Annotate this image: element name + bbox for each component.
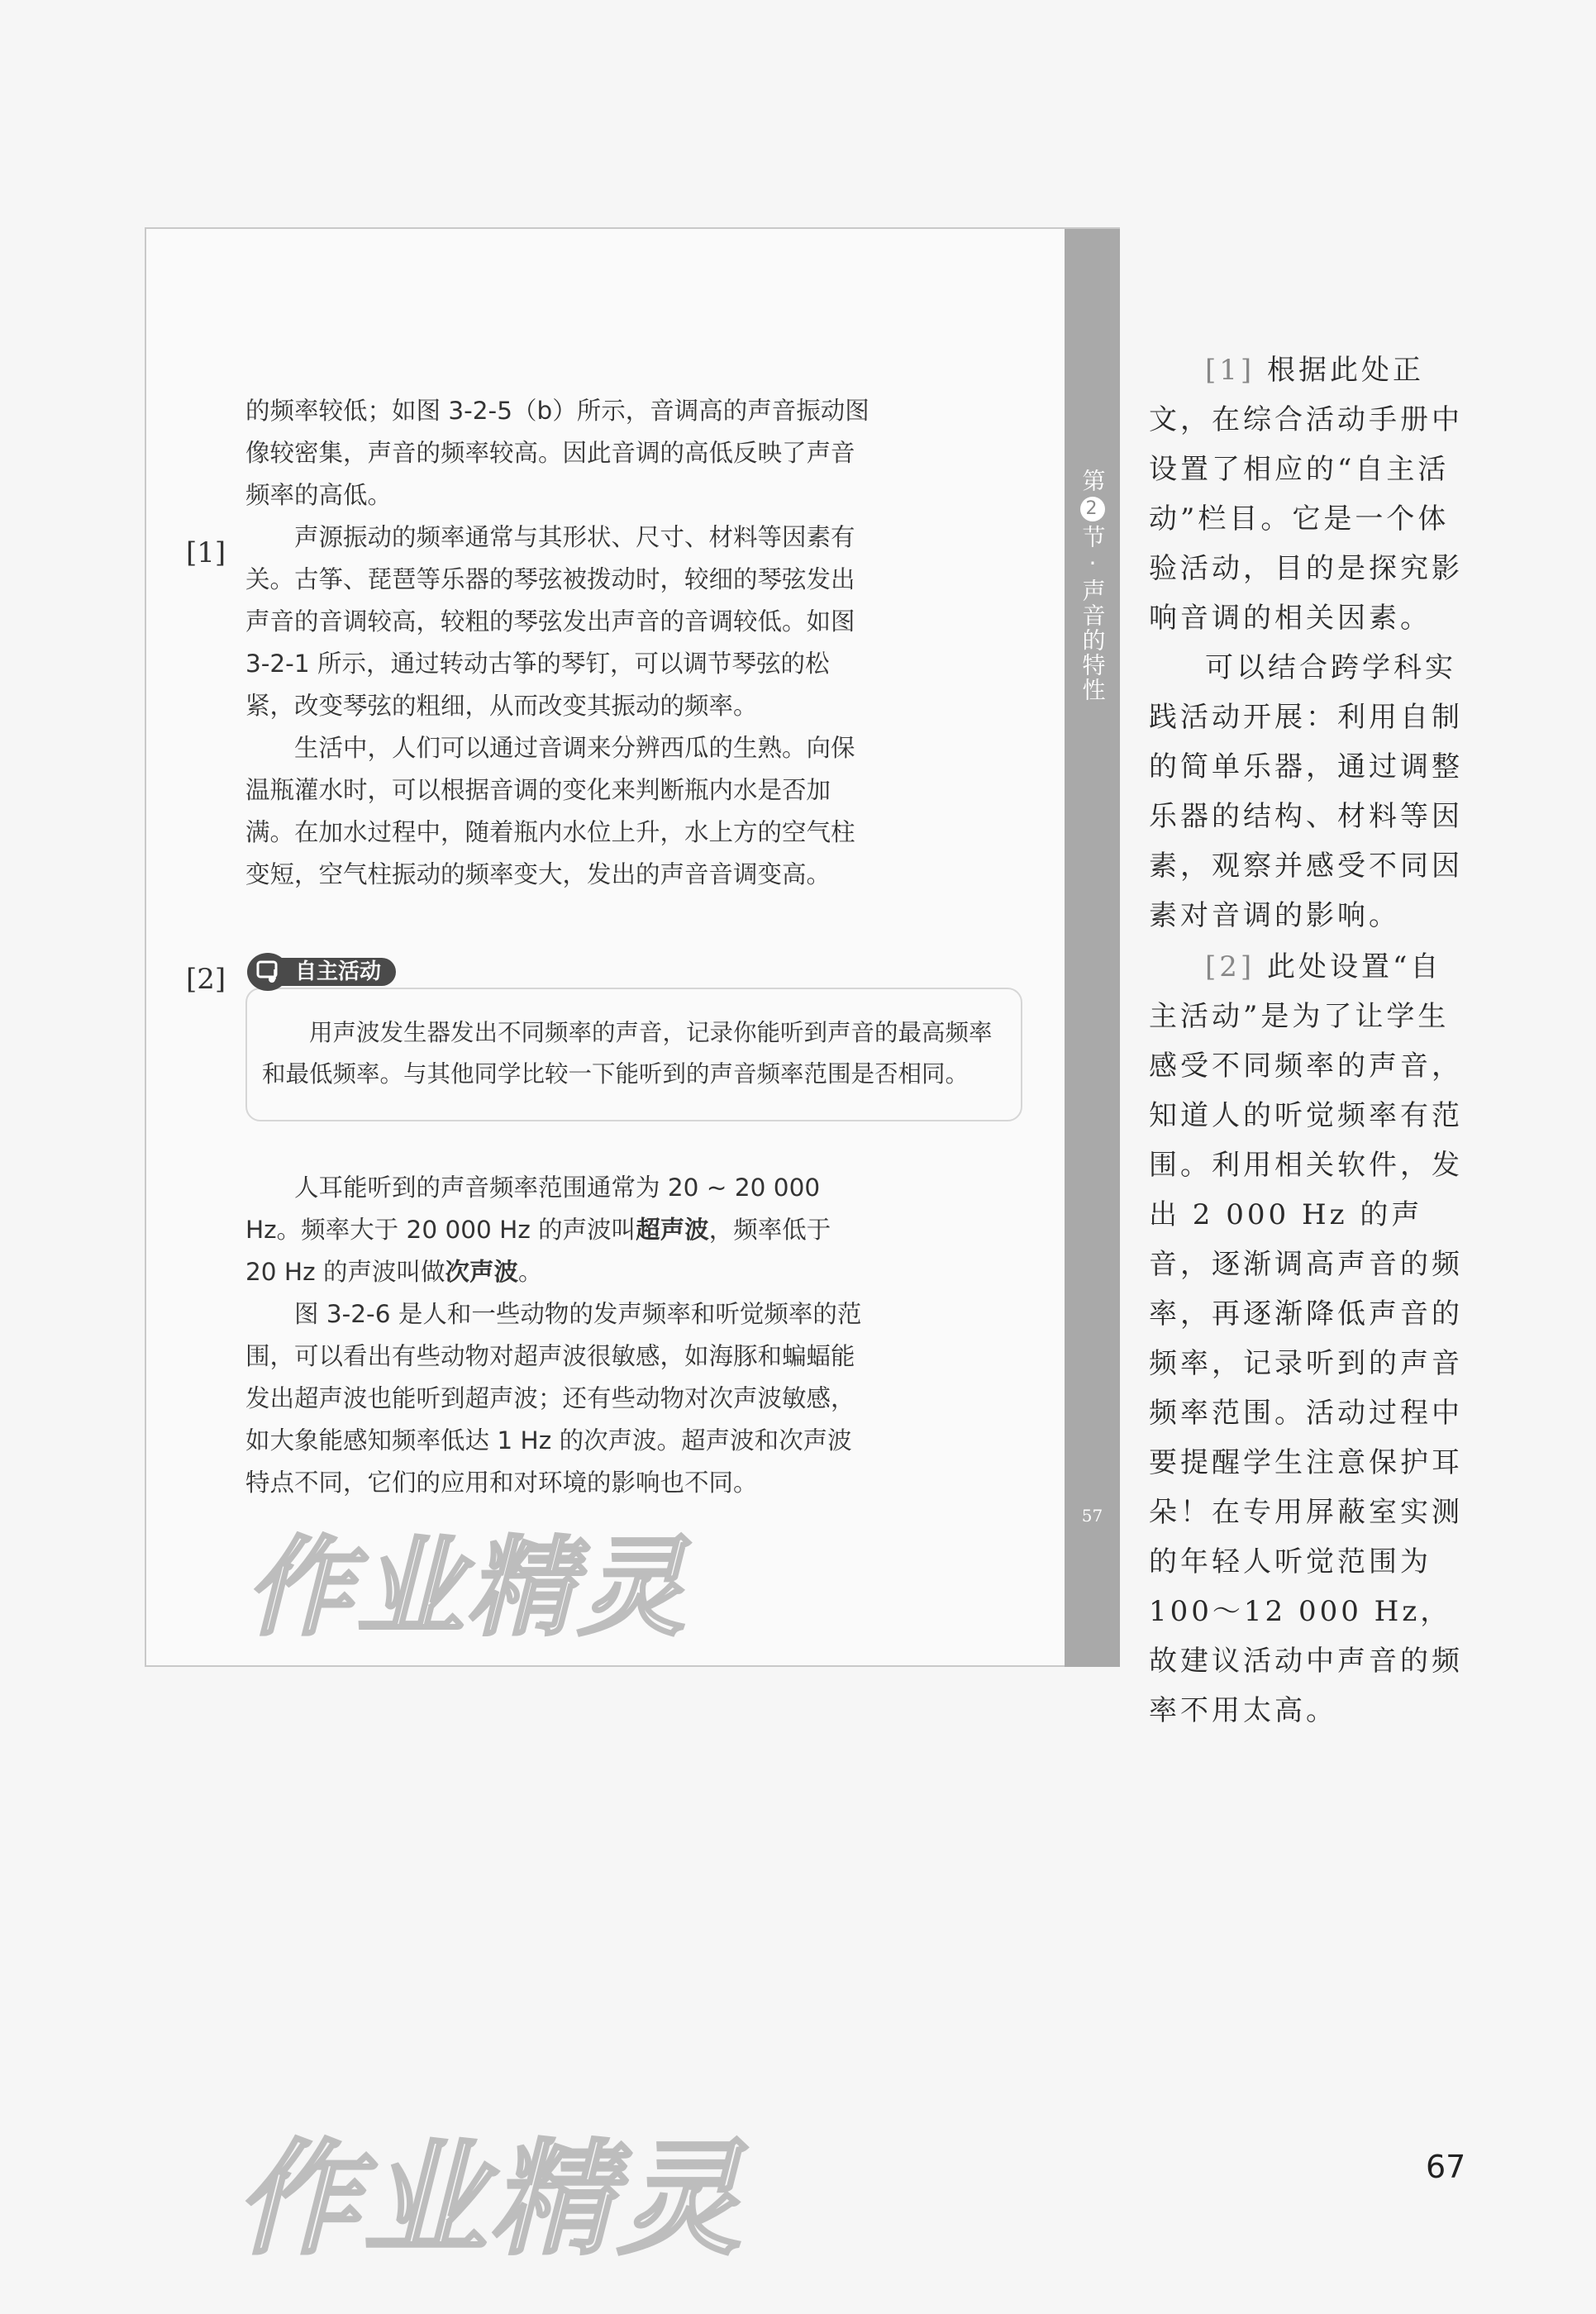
activity-music-icon (247, 953, 288, 991)
paragraph-1: 的频率较低；如图 3-2-5（b）所示，音调高的声音振动图像较密集，声音的频率较高。因此音调的高低反映了声音频率的高低。 (245, 397, 869, 509)
term-ultrasound: 超声波 (636, 1216, 709, 1244)
chapter-side-tab (1065, 229, 1120, 1667)
chapter-title (1065, 469, 1120, 702)
paragraph-5: 图 3-2-6 是人和一些动物的发声频率和听觉频率的范围，可以看出有些动物对超声波很敏感，如海豚和蝙蝠能发出超声波也能听到超声波；还有些动物对次声波敏感，如大象能感知频率低达 1 Hz 的次声波。超声波和次声波特点不同，它们的应用和对环境的影响也不同。 (245, 1300, 862, 1497)
watermark-inner: 作业精灵 (245, 1525, 689, 1650)
chapter-prefix: 第 (1079, 469, 1107, 493)
note-2-text: 此处设置“自主活动”是为了让学生感受不同频率的声音，知道人的听觉频率有范围。利用相关软件，发出 2 000 Hz 的声音，逐渐调高声音的频率，再逐渐降低声音的频率，记录听到的声音频率范围。活动过程中要提醒学生注意保护耳朵！在专用屏蔽室实测的年轻人听觉范围为 100～12 000 Hz，故建议活动中声音的频率不用太高。 (1149, 950, 1463, 1727)
chapter-number-badge: 2 (1080, 497, 1105, 521)
watermark-bottom: 作业精灵 (236, 2128, 746, 2272)
inner-page-number: 57 (1081, 1506, 1103, 1526)
note-1-text-2: 可以结合跨学科实践活动开展：利用自制的简单乐器，通过调整乐器的结构、材料等因素，观察并感受不同因素对音调的影响。 (1149, 651, 1463, 932)
activity-header (247, 953, 396, 991)
paragraph-4-part-c: 。 (517, 1258, 543, 1286)
activity-description: 用声波发生器发出不同频率的声音，记录你能听到声音的最高频率和最低频率。与其他同学比较一下能听到的声音频率范围是否相同。 (262, 1019, 993, 1088)
annotation-marker-2: [2] (186, 963, 226, 996)
page-number: 67 (1426, 2149, 1466, 2185)
activity-text (262, 1012, 1006, 1095)
paragraph-2: 声源振动的频率通常与其形状、尺寸、材料等因素有关。古筝、琵琶等乐器的琴弦被拨动时，较细的琴弦发出声音的音调较高，较粗的琴弦发出声音的音调较低。如图 3-2-1 所示，通过转动古筝的琴钉，可以调节琴弦的松紧，改变琴弦的粗细，从而改变其振动的频率。 (245, 523, 855, 720)
note-1-number: [1] (1205, 354, 1255, 387)
chapter-suffix: 节·声音的特性 (1079, 525, 1107, 702)
inner-book-page (145, 227, 1120, 1667)
note-2-number: [2] (1205, 950, 1255, 983)
teacher-note-2 (1149, 942, 1463, 1736)
paragraph-4 (245, 1167, 869, 1293)
paragraph-4-part-a: 人耳能听到的声音频率范围通常为 20 ~ 20 000 Hz。频率大于 20 000 Hz 的声波叫 (245, 1174, 821, 1244)
activity-label: 自主活动 (280, 958, 396, 986)
paragraph-4-part-b: ，频率低于 20 Hz 的声波叫做 (245, 1216, 831, 1286)
paragraph-3: 生活中，人们可以通过音调来分辨西瓜的生熟。向保温瓶灌水时，可以根据音调的变化来判断瓶内水是否加满。在加水过程中，随着瓶内水位上升，水上方的空气柱变短，空气柱振动的频率变大，发出的声音音调变高。 (245, 734, 855, 888)
text-section-top (245, 390, 869, 896)
note-1-text: 根据此处正文，在综合活动手册中设置了相应的“自主活动”栏目。它是一个体验活动，目的是探究影响音调的相关因素。 (1149, 354, 1463, 635)
teacher-note-1 (1149, 345, 1463, 940)
text-section-bottom (245, 1167, 869, 1504)
annotation-marker-1: [1] (186, 536, 226, 569)
term-infrasound: 次声波 (445, 1258, 518, 1286)
